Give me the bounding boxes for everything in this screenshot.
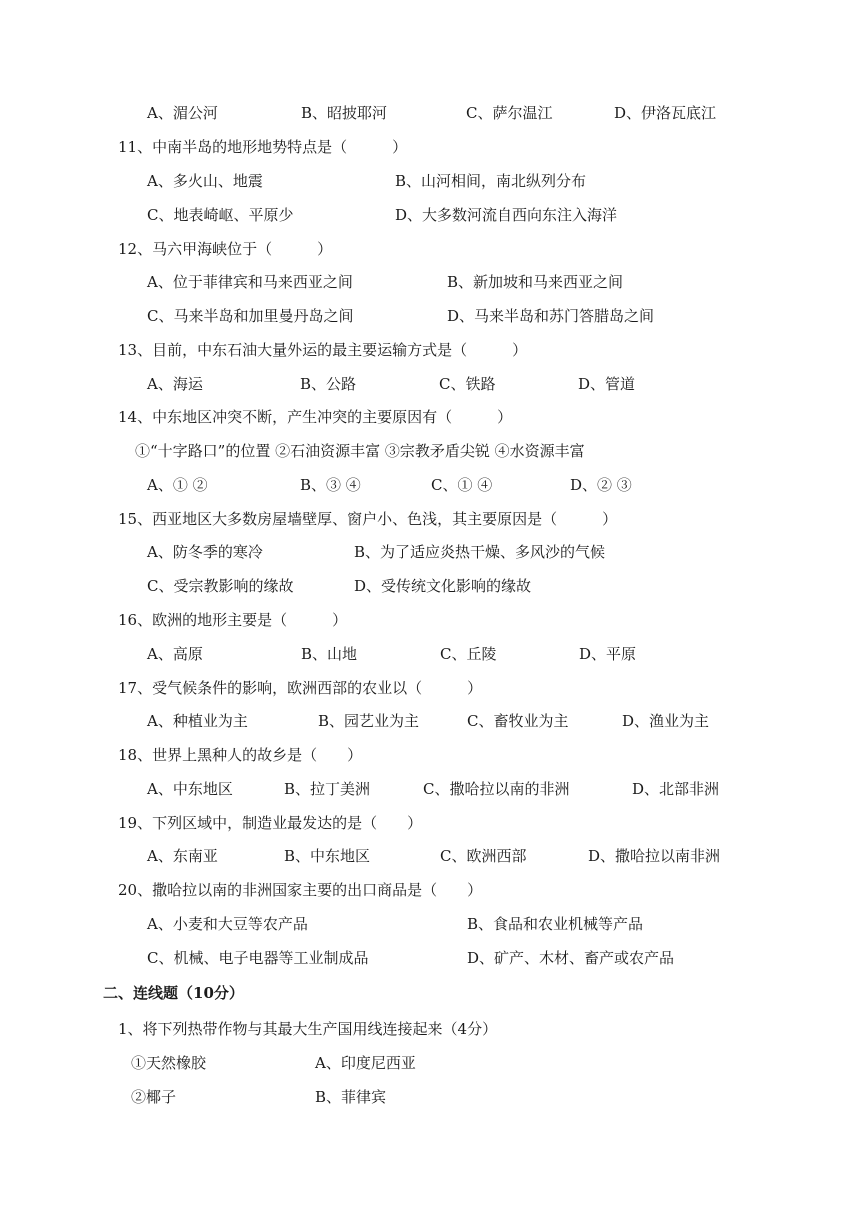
option-b: B、拉丁美洲	[284, 780, 371, 798]
option-b: B、公路	[300, 375, 357, 393]
option-c: C、畜牧业为主	[467, 712, 569, 730]
option-c: C、马来半岛和加里曼丹岛之间	[147, 307, 354, 325]
option-a: A、湄公河	[147, 104, 218, 122]
option-d: D、渔业为主	[622, 712, 710, 730]
option-c: C、撒哈拉以南的非洲	[423, 780, 570, 798]
option-d: D、北部非洲	[632, 780, 720, 798]
option-d: D、矿产、木材、畜产或农产品	[467, 949, 675, 967]
question-15-stem: 15、西亚地区大多数房屋墙壁厚、窗户小、色浅，其主要原因是（ ）	[118, 510, 618, 528]
option-b: B、为了适应炎热干燥、多风沙的气候	[354, 543, 606, 561]
option-b: B、山地	[301, 645, 358, 663]
option-d: D、大多数河流自西向东注入海洋	[395, 206, 618, 224]
question-11-stem: 11、中南半岛的地形地势特点是（ ）	[118, 138, 408, 156]
option-b: B、中东地区	[284, 847, 371, 865]
question-20-stem: 20、撒哈拉以南的非洲国家主要的出口商品是（ ）	[118, 881, 483, 899]
option-d: D、② ③	[570, 476, 632, 494]
matching-left-item: ②椰子	[131, 1088, 177, 1106]
question-17-stem: 17、受气候条件的影响，欧洲西部的农业以（ ）	[118, 679, 483, 697]
question-12-stem: 12、马六甲海峡位于（ ）	[118, 240, 333, 258]
matching-left-item: ①天然橡胶	[131, 1054, 207, 1072]
option-b: B、山河相间，南北纵列分布	[395, 172, 587, 190]
option-c: C、欧洲西部	[440, 847, 527, 865]
option-c: C、铁路	[439, 375, 496, 393]
matching-right-item: B、菲律宾	[315, 1088, 387, 1106]
option-d: D、伊洛瓦底江	[614, 104, 717, 122]
option-a: A、防冬季的寒冷	[147, 543, 263, 561]
option-a: A、海运	[147, 375, 203, 393]
option-d: D、平原	[579, 645, 637, 663]
question-18-stem: 18、世界上黑种人的故乡是（ ）	[118, 746, 363, 764]
option-c: C、萨尔温江	[466, 104, 553, 122]
question-14-statement: ①“十字路口”的位置 ②石油资源丰富 ③宗教矛盾尖锐 ④水资源丰富	[135, 442, 585, 460]
option-a: A、① ②	[147, 476, 208, 494]
option-b: B、昭披耶河	[301, 104, 388, 122]
option-a: A、高原	[147, 645, 203, 663]
question-14-stem: 14、中东地区冲突不断，产生冲突的主要原因有（ ）	[118, 408, 513, 426]
option-c: C、机械、电子电器等工业制成品	[147, 949, 369, 967]
option-a: A、小麦和大豆等农产品	[147, 915, 308, 933]
option-a: A、中东地区	[147, 780, 233, 798]
option-c: C、受宗教影响的缘故	[147, 577, 294, 595]
option-c: C、地表崎岖、平原少	[147, 206, 294, 224]
option-c: C、① ④	[431, 476, 493, 494]
option-a: A、多火山、地震	[147, 172, 263, 190]
section-2-heading: 二、连线题（10分）	[103, 984, 244, 1002]
question-13-stem: 13、目前，中东石油大量外运的最主要运输方式是（ ）	[118, 341, 528, 359]
matching-question-1-stem: 1、将下列热带作物与其最大生产国用线连接起来（4分）	[118, 1020, 498, 1038]
option-c: C、丘陵	[440, 645, 497, 663]
option-d: D、撒哈拉以南非洲	[588, 847, 721, 865]
option-b: B、③ ④	[300, 476, 361, 494]
option-b: B、新加坡和马来西亚之间	[447, 273, 624, 291]
option-b: B、园艺业为主	[318, 712, 420, 730]
option-a: A、种植业为主	[147, 712, 248, 730]
option-d: D、管道	[578, 375, 636, 393]
option-a: A、位于菲律宾和马来西亚之间	[147, 273, 353, 291]
option-a: A、东南亚	[147, 847, 218, 865]
option-d: D、受传统文化影响的缘故	[354, 577, 532, 595]
question-16-stem: 16、欧洲的地形主要是（ ）	[118, 611, 348, 629]
matching-right-item: A、印度尼西亚	[315, 1054, 416, 1072]
option-d: D、马来半岛和苏门答腊岛之间	[447, 307, 655, 325]
question-19-stem: 19、下列区域中，制造业最发达的是（ ）	[118, 814, 423, 832]
option-b: B、食品和农业机械等产品	[467, 915, 644, 933]
